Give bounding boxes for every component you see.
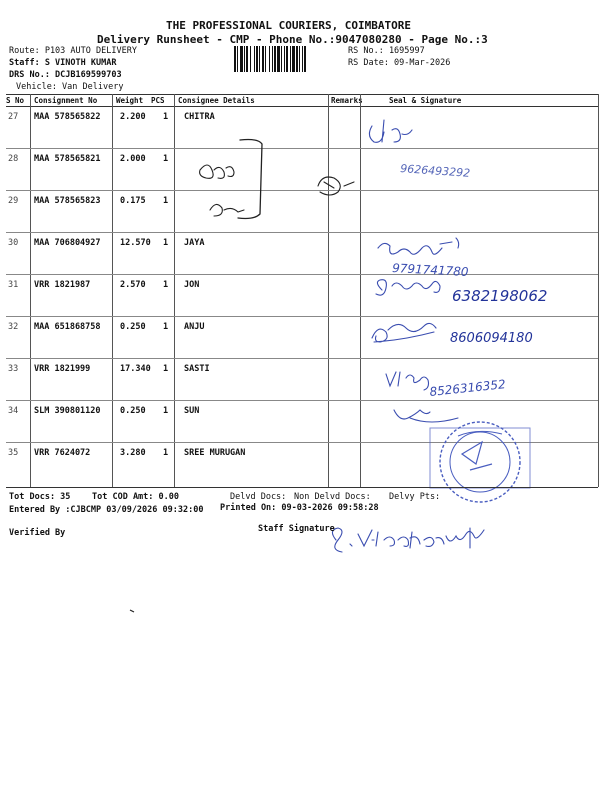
row-consignee: JAYA: [184, 238, 205, 248]
row-pcs: 1: [163, 322, 169, 332]
row-weight: 0.250: [120, 406, 146, 416]
row-pcs: 1: [163, 196, 169, 206]
row-consignment: MAA 578565822: [34, 112, 101, 122]
handwritten-phone-30: 9791741780: [391, 261, 469, 279]
row-weight: 2.000: [120, 154, 146, 164]
row-consignment: VRR 7624072: [34, 448, 91, 458]
total-cod: Tot COD Amt: 0.00: [92, 492, 179, 502]
row-pcs: 1: [163, 448, 169, 458]
row-consignment: MAA 651868758: [34, 322, 101, 332]
row-sno: 29: [8, 196, 19, 206]
total-docs: Tot Docs: 35: [9, 492, 71, 502]
runsheet-title: Delivery Runsheet - CMP - Phone No.:9047080280 - Page No.:3: [97, 33, 488, 46]
route-label: Route: P103 AUTO DELIVERY: [9, 46, 137, 56]
col-pcs: PCS: [151, 96, 165, 105]
row-sno: 34: [8, 406, 19, 416]
row-consignee: SREE MURUGAN: [184, 448, 246, 458]
barcode: [234, 46, 344, 72]
non-delivered-docs: Non Delvd Docs:: [294, 492, 371, 502]
row-weight: 0.250: [120, 322, 146, 332]
staff-label: Staff: S VINOTH KUMAR: [9, 58, 117, 68]
row-sno: 28: [8, 154, 19, 164]
row-pcs: 1: [163, 280, 169, 290]
delivery-seal-stamp: [430, 422, 530, 502]
company-title: THE PROFESSIONAL COURIERS, COIMBATORE: [166, 19, 412, 32]
drs-label: DRS No.: DCJB169599703: [9, 70, 122, 80]
row-pcs: 1: [163, 364, 169, 374]
row-pcs: 1: [163, 238, 169, 248]
row-pcs: 1: [163, 112, 169, 122]
col-weight: Weight: [116, 96, 144, 105]
row-weight: 2.570: [120, 280, 146, 290]
row-sno: 30: [8, 238, 19, 248]
rs-number: RS No.: 1695997: [348, 46, 425, 56]
row-weight: 3.280: [120, 448, 146, 458]
row-consignment: SLM 390801120: [34, 406, 101, 416]
row-consignee: JON: [184, 280, 200, 290]
row-pcs: 1: [163, 154, 169, 164]
handwritten-phone-32: 8606094180: [450, 331, 533, 346]
row-weight: 2.200: [120, 112, 146, 122]
col-consignment: Consignment No: [34, 96, 98, 105]
row-consignment: MAA 706804927: [34, 238, 101, 248]
row-sno: 27: [8, 112, 19, 122]
staff-signature-label: Staff Signature: [258, 524, 335, 534]
vehicle-label: Vehicle: Van Delivery: [16, 82, 124, 92]
rs-date: RS Date: 09-Mar-2026: [348, 58, 451, 68]
handwritten-phone-28: 9626493292: [399, 162, 471, 180]
row-sno: 33: [8, 364, 19, 374]
verified-by: Verified By: [9, 528, 66, 538]
row-sno: 32: [8, 322, 19, 332]
handwritten-phone-33: 8526316352: [428, 377, 507, 399]
row-sno: 31: [8, 280, 19, 290]
col-remarks: Remarks: [331, 96, 363, 105]
handwritten-phone-31: 6382198062: [452, 287, 548, 305]
col-seal-signature: Seal & Signature: [389, 96, 462, 105]
row-consignment: MAA 578565821: [34, 154, 101, 164]
col-consignee: Consignee Details: [178, 96, 255, 105]
row-consignee: ANJU: [184, 322, 205, 332]
entered-by: Entered By :CJBCMP 03/09/2026 09:32:00: [9, 505, 204, 515]
row-consignee: CHITRA: [184, 112, 215, 122]
row-weight: 12.570: [120, 238, 151, 248]
row-sno: 35: [8, 448, 19, 458]
row-consignment: MAA 578565823: [34, 196, 101, 206]
row-consignee: SUN: [184, 406, 200, 416]
row-pcs: 1: [163, 406, 169, 416]
delivery-points: Delvy Pts:: [389, 492, 441, 502]
delivered-docs: Delvd Docs:: [230, 492, 287, 502]
row-consignee: SASTI: [184, 364, 210, 374]
row-consignment: VRR 1821999: [34, 364, 91, 374]
row-weight: 0.175: [120, 196, 146, 206]
col-sno: S No: [6, 96, 25, 105]
row-consignment: VRR 1821987: [34, 280, 91, 290]
printed-on: Printed On: 09-03-2026 09:58:28: [220, 503, 379, 513]
row-weight: 17.340: [120, 364, 151, 374]
